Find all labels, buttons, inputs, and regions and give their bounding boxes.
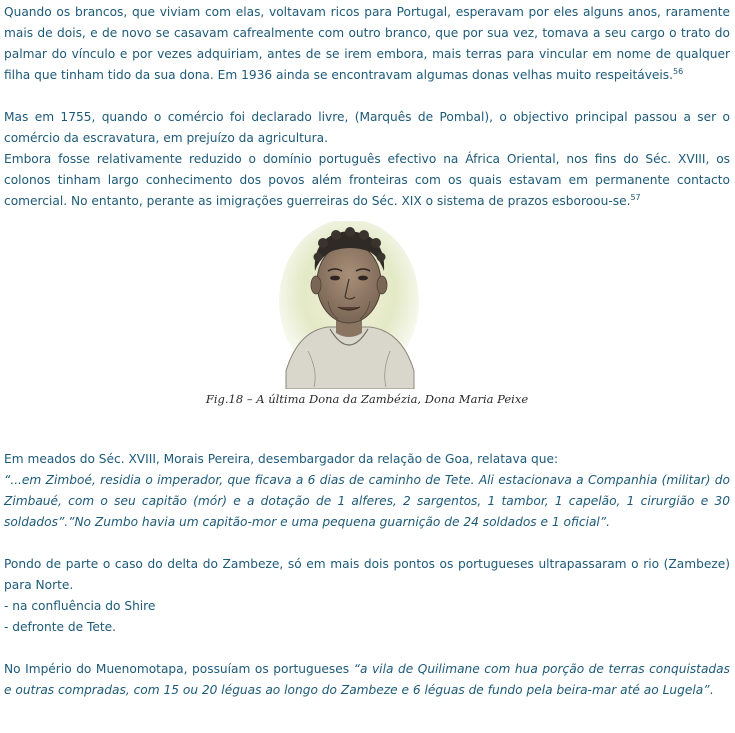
document-page [4,2,730,701]
paragraph-spacer [4,533,730,554]
footnote-56[interactable]: 56 [673,67,684,76]
paragraph-comercio-livre: Mas em 1755, quando o comércio foi declarado livre, (Marquês de Pombal), o objectivo principal passou a ser o comércio da escravatura, em prejuízo da agricultura. [4,110,730,145]
paragraph-muenomotapa-end: . [709,683,714,697]
paragraph-spacer [4,638,730,659]
paragraph-muenomotapa-quote: “a vila de Quilimane com hua porção de terras conquistadas e outras compradas, com 15 ou 20 léguas ao longo do Zambeze e 6 léguas de fundo pela beira-mar até ao Lugela” [4,662,730,697]
paragraph-spacer [4,86,730,107]
paragraph-muenomotapa-text: No Império do Muenomotapa, possuíam os portugueses [4,662,354,676]
portrait-image [278,221,420,389]
paragraph-morais-pereira-intro: Em meados do Séc. XVIII, Morais Pereira, desembargador da relação de Goa, relatava que: [4,452,559,466]
footnote-57[interactable]: 57 [630,193,641,202]
paragraph-dominio-text: Embora fosse relativamente reduzido o domínio português efectivo na África Oriental, nos fins do Séc. XVIII, os colonos tinham largo conhecimento dos povos além fronteiras com os quais estavam em permanente contacto comercial. No entanto, perante as imigrações guerreiras do Séc. XIX o sistema de prazos esboroou-se. [4,152,730,208]
paragraph-delta-zambeze: Pondo de parte o caso do delta do Zambeze, só em mais dois pontos os portugueses ultrapassaram o rio (Zambeze) para Norte. [4,557,730,592]
paragraph-donas [4,2,730,86]
figure-18 [4,221,730,449]
list-item-shire: - na confluência do Shire [4,599,156,613]
paragraph-morais-pereira-quote: “...em Zimboé, residia o imperador, que ficava a 6 dias de caminho de Tete. Ali estacionava a Companhia (militar) do Zimbaué, com o seu capitão (mór) e a dotação de 1 alferes, 2 sargentos, 1 tambor, 1 capelão, 1 cirurgião e 30 soldados”.”No Zumbo havia um capitão-mor e uma pequena guarnição de 24 soldados e 1 oficial”. [4,473,730,529]
list-item-tete: - defronte de Tete. [4,620,117,634]
paragraph-muenomotapa [4,659,730,701]
paragraph-dominio-portugues [4,149,730,212]
figure-caption: Fig.18 – A última Dona da Zambézia, Dona Maria Peixe [205,392,529,406]
paragraph-donas-text: Quando os brancos, que viviam com elas, voltavam ricos para Portugal, esperavam por eles alguns anos, raramente mais de dois, e de novo se casavam cafrealmente com outro branco, que por sua vez, tomava a seu cargo o trato do palmar do vínculo e por vezes adquiriam, antes de se irem embora, mais terras para vincular em nome de qualquer filha que tinham tido da sua dona. Em 1936 ainda se encontravam algumas donas velhas muito respeitáveis. [4,5,730,82]
